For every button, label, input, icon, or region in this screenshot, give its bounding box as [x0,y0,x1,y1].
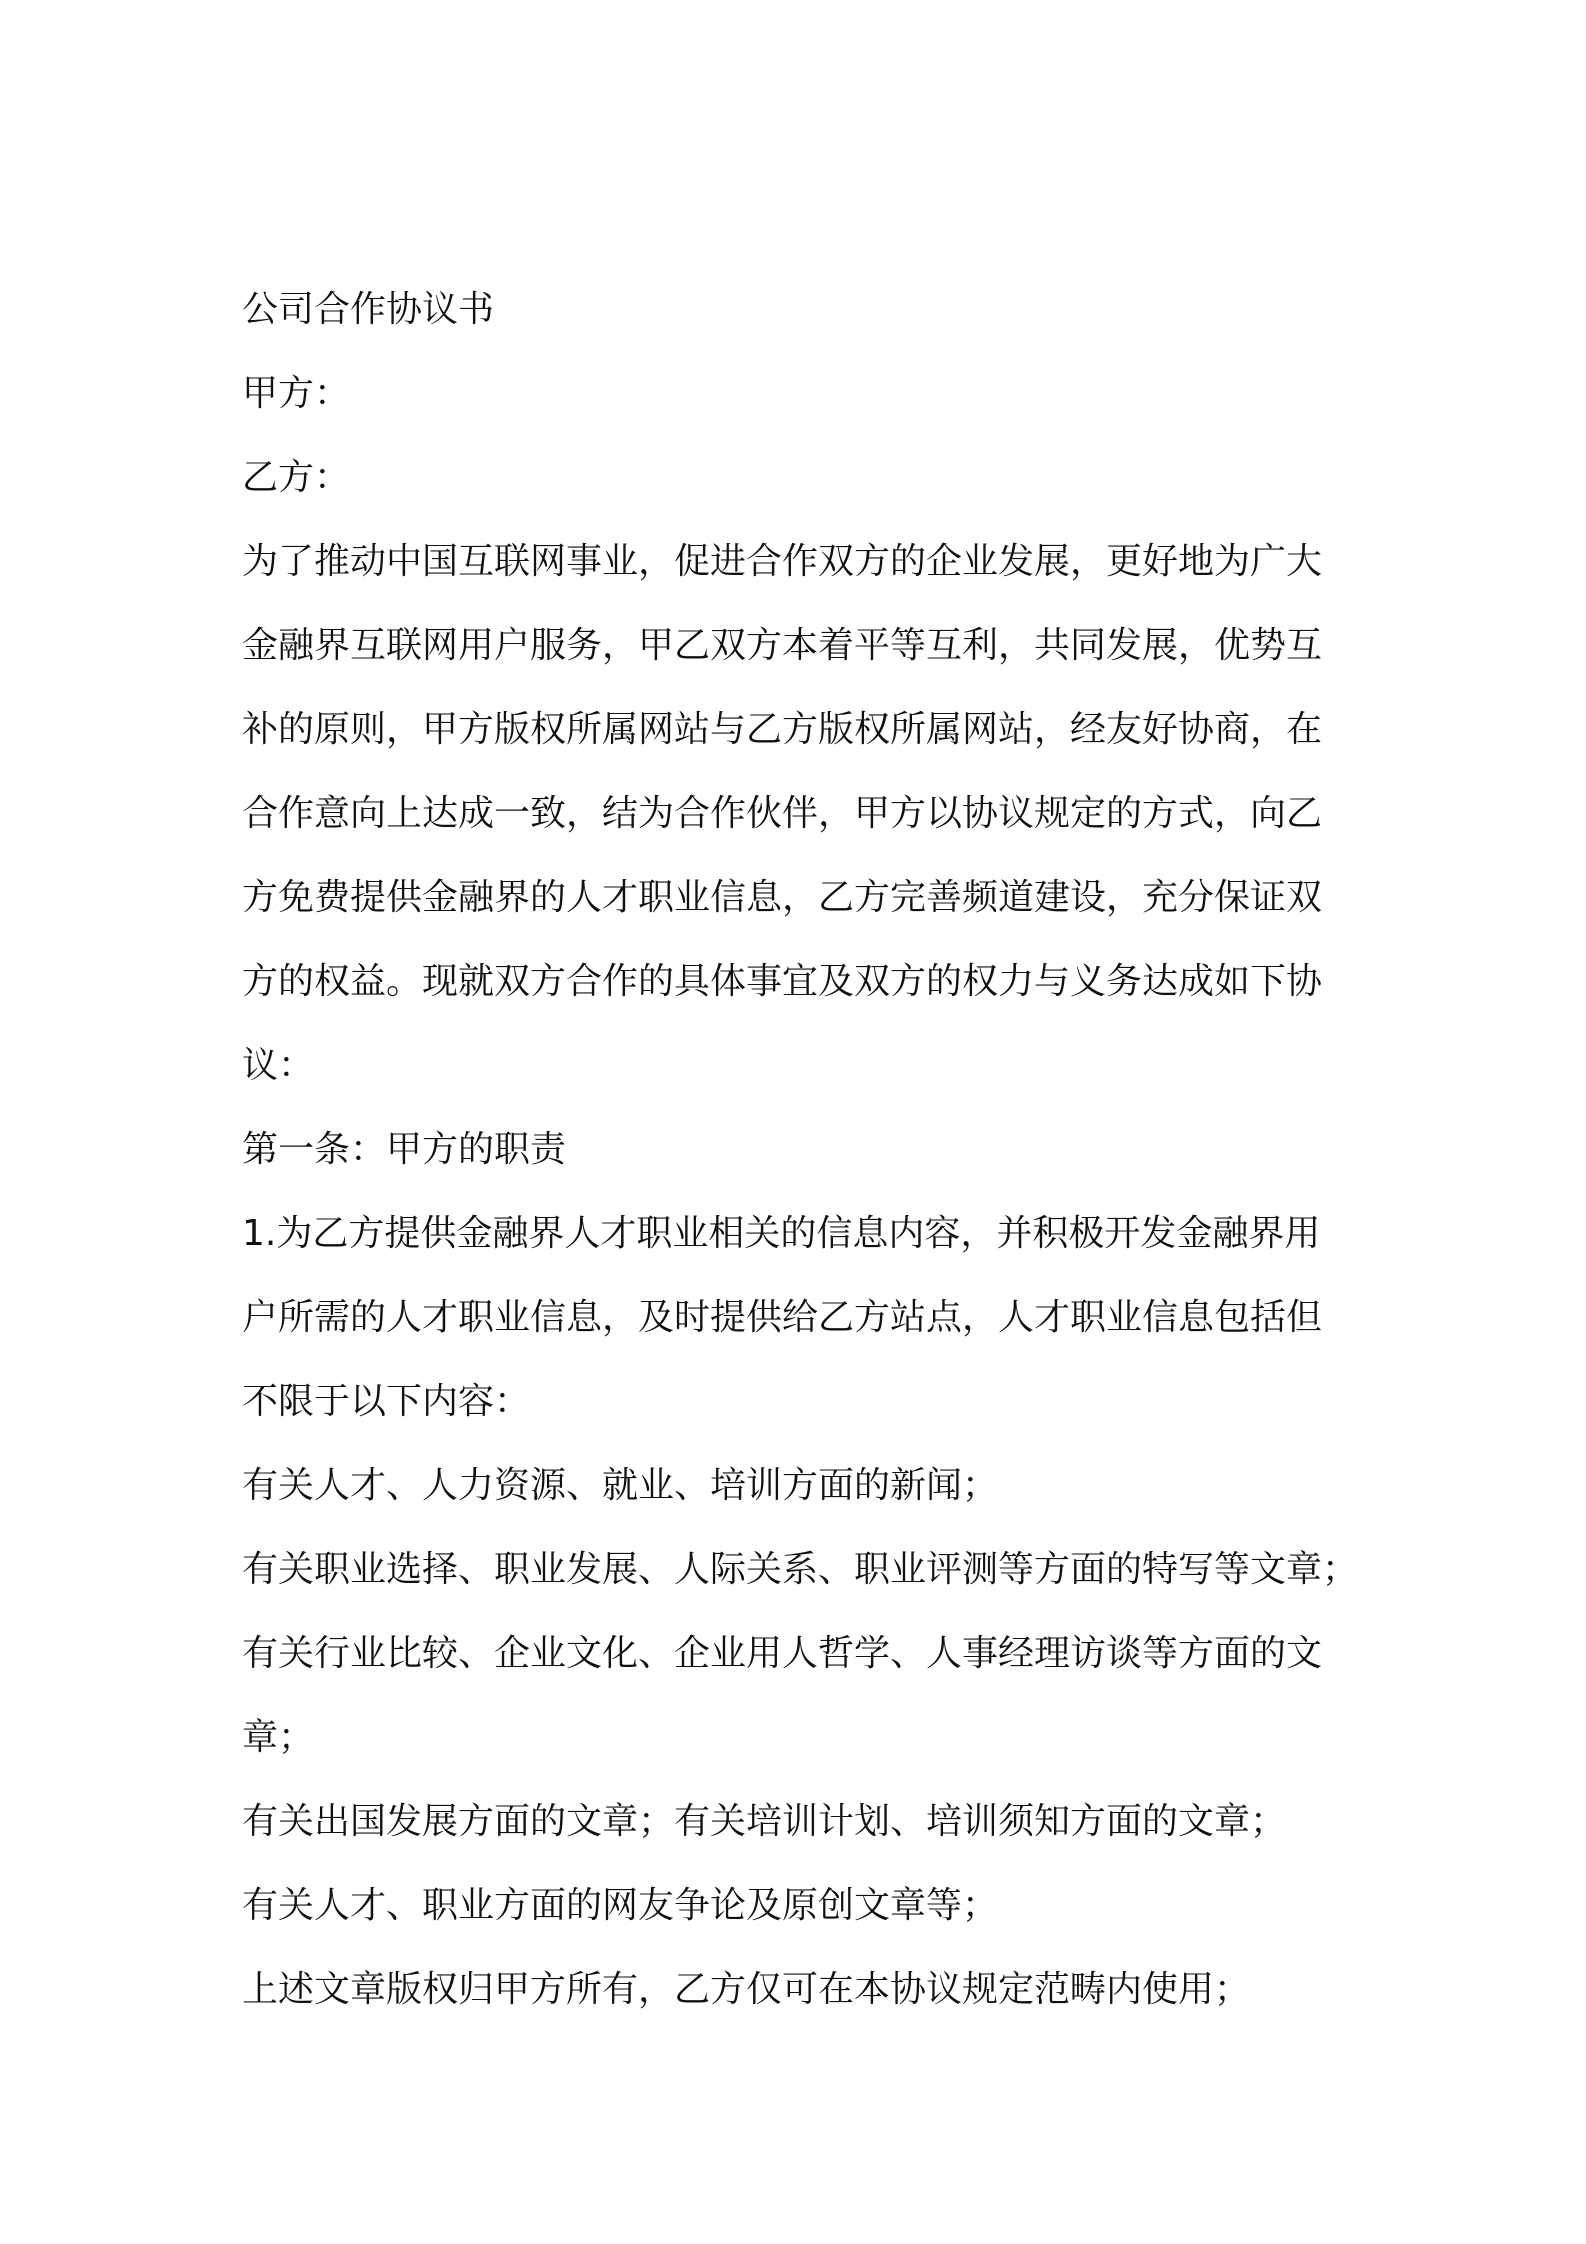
content-line: 有关人才、职业方面的网友争论及原创文章等； [242,1885,999,1926]
content-line: 有关行业比较、企业文化、企业用人哲学、人事经理访谈等方面的文 [242,1633,1323,1674]
content-line: 有关人才、人力资源、就业、培训方面的新闻； [242,1465,999,1506]
item-line: 户所需的人才职业信息，及时提供给乙方站点，人才职业信息包括但 [242,1297,1323,1338]
content-line: 上述文章版权归甲方所有，乙方仅可在本协议规定范畴内使用； [242,1969,1251,2010]
content-line: 章； [242,1717,315,1758]
content-line: 有关出国发展方面的文章；有关培训计划、培训须知方面的文章； [242,1801,1287,1842]
intro-line: 合作意向上达成一致，结为合作伙伴，甲方以协议规定的方式，向乙 [242,793,1323,834]
intro-line: 金融界互联网用户服务，甲乙双方本着平等互利，共同发展，优势互 [242,625,1323,666]
item-line: 1.为乙方提供金融界人才职业相关的信息内容，并积极开发金融界用 [242,1213,1321,1254]
content-line: 有关职业选择、职业发展、人际关系、职业评测等方面的特写等文章； [242,1549,1359,1590]
party-a-line: 甲方： [242,373,351,414]
item-line: 不限于以下内容： [242,1381,531,1422]
intro-line: 方免费提供金融界的人才职业信息，乙方完善频道建设，充分保证双 [242,877,1323,918]
intro-line: 为了推动中国互联网事业，促进合作双方的企业发展，更好地为广大 [242,541,1323,582]
document-title: 公司合作协议书 [242,289,495,330]
intro-line: 补的原则，甲方版权所属网站与乙方版权所属网站，经友好协商，在 [242,709,1323,750]
document-body [242,268,1362,2032]
party-b-line: 乙方： [242,457,351,498]
intro-line: 议： [242,1045,315,1086]
article-heading: 第一条：甲方的职责 [242,1129,567,1170]
intro-line: 方的权益。现就双方合作的具体事宜及双方的权力与义务达成如下协 [242,961,1323,1002]
